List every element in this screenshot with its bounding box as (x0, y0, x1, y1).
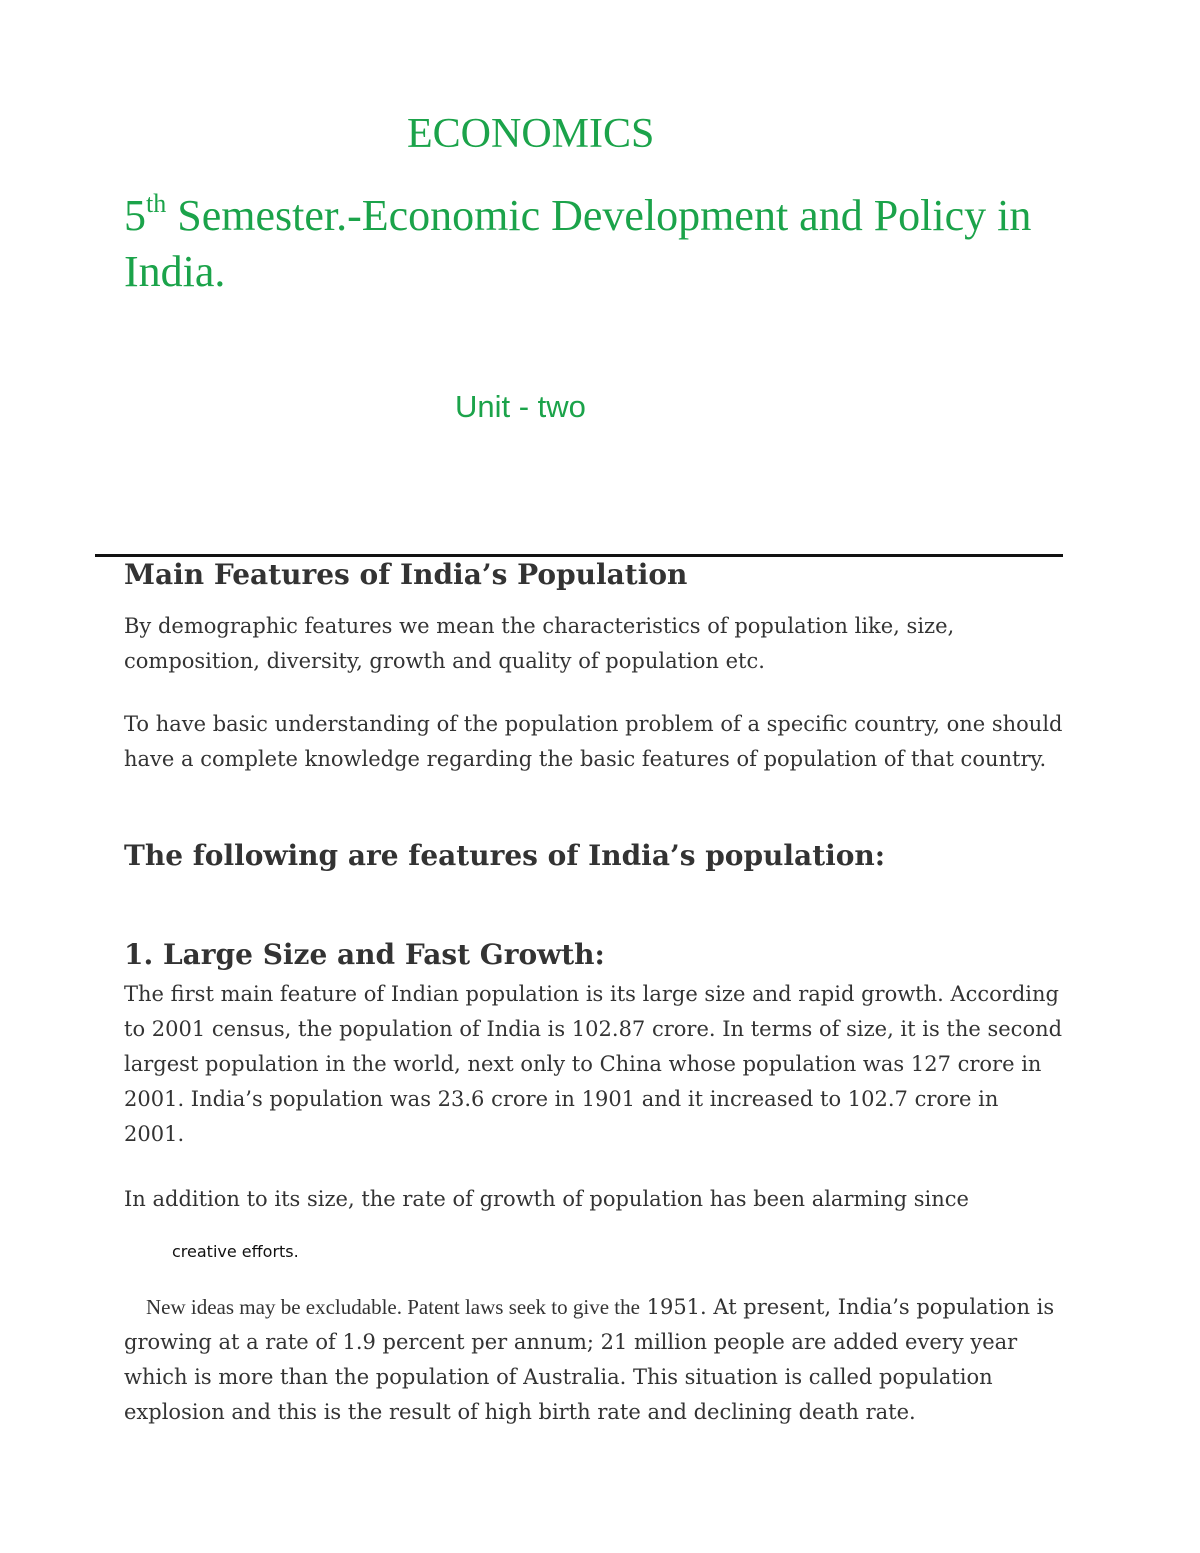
paragraph-large-size: The first main feature of Indian population is its large size and rapid growth. According to 2001 census, the population of India is 102.87 crore. In terms of size, it is the second largest population in the world, next only to China whose population was 127 crore in 2001. India’s population was 23.6 crore in 1901 and it increased to 102.7 crore in 2001. (124, 982, 1063, 1146)
document-subtitle (124, 188, 1084, 300)
paragraph-basic-understanding: To have basic understanding of the population problem of a specific country, one should have a complete knowledge regarding the basic features of population of that country. (124, 712, 1063, 771)
paragraph-population-explosion-text: 1951. At present, India’s population is growing at a rate of 1.9 percent per annum; 21 million people are added every year which is more than the population of Australia. This situation is called population explosion and this is the result of high birth rate and declining death rate. (124, 1295, 1055, 1424)
horizontal-rule (95, 554, 1063, 557)
document-title: ECONOMICS (407, 111, 655, 157)
feature-1-heading: 1. Large Size and Fast Growth: (124, 938, 605, 971)
section-heading: Main Features of India’s Population (124, 558, 688, 591)
stray-text-creative-efforts: creative efforts. (172, 1242, 299, 1261)
subtitle-number: 5 (124, 191, 146, 240)
inset-text-excludable: New ideas may be excludable. Patent laws seek to give the (146, 1295, 640, 1319)
subtitle-text: Semester.-Economic Development and Policy in India. (124, 191, 1032, 296)
subtitle-superscript: th (146, 189, 167, 218)
paragraph-demographic-features: By demographic features we mean the characteristics of population like, size, composition, diversity, growth and quality of population etc. (124, 614, 955, 673)
paragraph-growth-rate: In addition to its size, the rate of growth of population has been alarming since (124, 1187, 969, 1211)
paragraph-population-explosion (124, 1290, 1064, 1430)
features-heading: The following are features of India’s population: (124, 839, 886, 872)
unit-label: Unit - two (455, 389, 586, 424)
